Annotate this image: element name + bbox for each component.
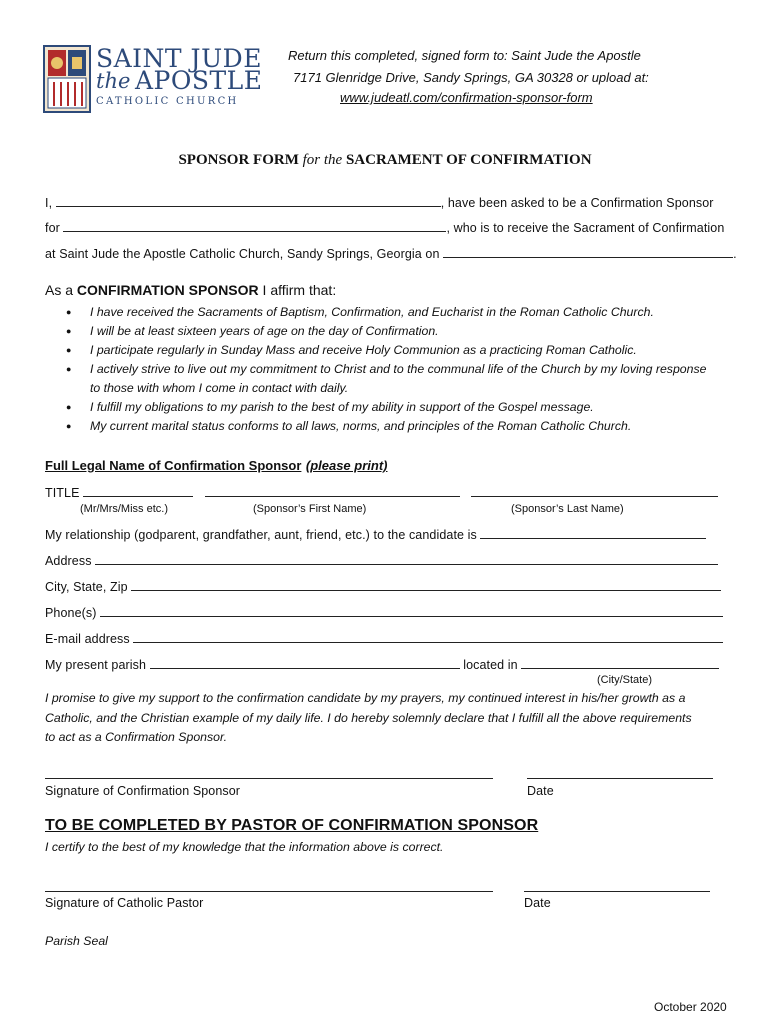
- sponsor-heading: Full Legal Name of Confirmation Sponsor (please print): [45, 458, 388, 473]
- intro-line-1: I, , have been asked to be a Confirmation Sponsor: [45, 196, 714, 210]
- sponsor-date-field[interactable]: [527, 766, 713, 779]
- intro-line-3: at Saint Jude the Apostle Catholic Church, Sandy Springs, Georgia on .: [45, 247, 737, 261]
- title-field[interactable]: [83, 484, 193, 497]
- intro-line-2: for , who is to receive the Sacrament of Confirmation: [45, 221, 725, 235]
- address-field[interactable]: [95, 552, 718, 565]
- list-item: ● I participate regularly in Sunday Mass and receive Holy Communion as a practicing Roman Catholic.: [66, 341, 706, 360]
- upload-link[interactable]: www.judeatl.com/confirmation-sponsor-form: [340, 90, 593, 105]
- sponsor-date-label: Date: [527, 784, 554, 798]
- pastor-signature-field[interactable]: [45, 879, 493, 892]
- list-item: ● I will be at least sixteen years of age on the day of Confirmation.: [66, 322, 706, 341]
- address-row: Address: [45, 552, 718, 568]
- pastor-date-label: Date: [524, 896, 551, 910]
- last-name-field[interactable]: [471, 484, 718, 497]
- logo-name-line1: SAINT JUDE: [96, 44, 262, 73]
- phone-field[interactable]: [100, 604, 723, 617]
- email-field[interactable]: [133, 630, 723, 643]
- form-title-part1: SPONSOR FORM: [178, 152, 299, 168]
- pastor-section-heading: TO BE COMPLETED BY PASTOR OF CONFIRMATION SPONSOR: [45, 817, 539, 834]
- pastor-signature-label: Signature of Catholic Pastor: [45, 896, 204, 910]
- first-name-hint: (Sponsor’s First Name): [253, 503, 367, 515]
- list-item-continuation: to those with whom I come in contact with daily.: [90, 381, 349, 395]
- city-state-zip-field[interactable]: [131, 578, 721, 591]
- form-title: [0, 152, 770, 169]
- form-title-part2: for the: [302, 152, 343, 168]
- first-name-field[interactable]: [205, 484, 460, 497]
- pastor-date-field[interactable]: [524, 879, 710, 892]
- last-name-hint: (Sponsor’s Last Name): [511, 503, 624, 515]
- logo-name-line2: APOSTLE: [135, 66, 263, 95]
- city-row: City, State, Zip: [45, 578, 721, 594]
- pastor-certify-text: I certify to the best of my knowledge that the information above is correct.: [45, 840, 444, 854]
- return-address-line1: Return this completed, signed form to: Saint Jude the Apostle: [288, 48, 641, 63]
- sponsor-signature-label: Signature of Confirmation Sponsor: [45, 784, 241, 798]
- phone-row: Phone(s): [45, 604, 723, 620]
- list-item: ● My current marital status conforms to all laws, norms, and principles of the Roman Catholic Church.: [66, 417, 706, 436]
- logo-subtitle: CATHOLIC CHURCH: [96, 96, 239, 107]
- parish-field[interactable]: [150, 656, 460, 669]
- confirmation-date-field[interactable]: [443, 245, 733, 258]
- promise-text: I promise to give my support to the confirmation candidate by my prayers, my continued interest in his/her growth as a Catholic, and the Christian example of my daily life. I do hereby solemnly declare that I fulfill all the above requirements to act as a Confirmation Sponsor.: [45, 691, 692, 744]
- title-hint: (Mr/Mrs/Miss etc.): [80, 503, 168, 515]
- list-item: ● I have received the Sacraments of Baptism, Confirmation, and Eucharist in the Roman Catholic Church.: [66, 303, 706, 322]
- title-row: TITLE: [45, 484, 193, 500]
- revision-date: October 2020: [654, 1000, 727, 1014]
- list-item: ● I fulfill my obligations to my parish to the best of my ability in support of the Gospel message.: [66, 398, 706, 417]
- list-item: ● I actively strive to live out my commitment to Christ and to the communal life of the Church by my loving response: [66, 360, 706, 379]
- relationship-row: My relationship (godparent, grandfather, aunt, friend, etc.) to the candidate is: [45, 526, 706, 542]
- affirm-list: [66, 303, 706, 436]
- parish-location-field[interactable]: [521, 656, 719, 669]
- candidate-name-field[interactable]: [63, 219, 446, 232]
- email-row: E-mail address: [45, 630, 723, 646]
- parish-seal-label: Parish Seal: [45, 934, 108, 948]
- city-state-hint: (City/State): [597, 674, 653, 686]
- sponsor-signature-field[interactable]: [45, 766, 493, 779]
- church-crest-icon: [42, 44, 94, 114]
- return-address-line2: 7171 Glenridge Drive, Sandy Springs, GA 30328 or upload at:: [293, 70, 649, 85]
- sponsor-name-field[interactable]: [56, 194, 441, 207]
- affirm-heading: As a CONFIRMATION SPONSOR I affirm that:: [45, 282, 337, 298]
- logo-name-the: the: [96, 69, 131, 93]
- relationship-field[interactable]: [480, 526, 706, 539]
- form-title-part3: SACRAMENT OF CONFIRMATION: [345, 152, 592, 168]
- parish-row: My present parish located in: [45, 656, 719, 672]
